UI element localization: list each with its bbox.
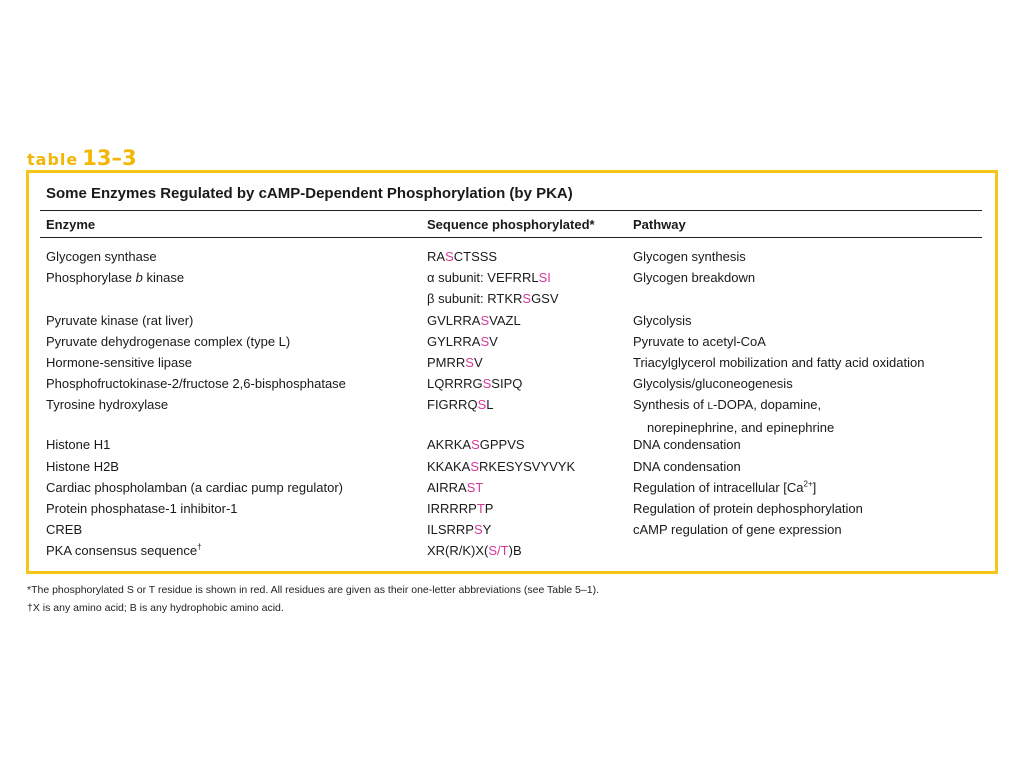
seq-post: SIPQ: [491, 376, 523, 391]
table-label-number: 13–3: [82, 146, 137, 170]
table-number-label: [27, 146, 137, 170]
enzyme-cell: CREB: [46, 522, 83, 537]
table-row: [29, 288, 995, 309]
seq-post: P: [484, 501, 494, 516]
pathway-post: -DOPA, dopamine,: [713, 397, 822, 412]
table-row: [29, 373, 995, 394]
sequence-cell: [427, 267, 551, 288]
seq-phospho-residue: S/T: [488, 543, 509, 558]
seq-pre: AKRKA: [427, 437, 472, 452]
table-caption: Some Enzymes Regulated by cAMP-Dependent Phosphorylation (by PKA): [46, 185, 573, 202]
seq-phospho-residue: S: [480, 334, 490, 349]
pathway-post: ]: [812, 480, 817, 495]
pathway-cell: DNA condensation: [633, 459, 741, 474]
pathway-cell: [633, 394, 834, 438]
sequence-cell: [427, 498, 493, 519]
enzyme-cell: Phosphofructokinase-2/fructose 2,6-bisphosphatase: [46, 376, 346, 391]
seq-phospho-residue: S: [473, 522, 483, 537]
table-row: [29, 519, 995, 540]
seq-post: GSV: [531, 291, 559, 306]
seq-post: )B: [508, 543, 522, 558]
seq-pre: IRRRRP: [427, 501, 477, 516]
header-rule: [40, 237, 982, 238]
sequence-cell: [427, 310, 521, 331]
table-row: [29, 456, 995, 477]
enzyme-post: kinase: [142, 270, 185, 285]
sequence-cell: [427, 519, 491, 540]
pathway-line2: norepinephrine, and epinephrine: [647, 420, 835, 435]
seq-pre: PMRR: [427, 355, 466, 370]
caption-rule: [40, 210, 982, 211]
pathway-cell: Triacylglycerol mobilization and fatty acid oxidation: [633, 355, 925, 370]
seq-pre: LQRRRG: [427, 376, 483, 391]
pathway-cell: [633, 477, 816, 498]
enzyme-pre: Phosphorylase: [46, 270, 136, 285]
seq-phospho-residue: S: [445, 249, 454, 264]
seq-phospho-residue: S: [470, 459, 480, 474]
enzyme-cell: Hormone-sensitive lipase: [46, 355, 192, 370]
enzyme-cell: Cardiac phospholamban (a cardiac pump regulator): [46, 480, 343, 495]
seq-post: CTSSS: [453, 249, 498, 264]
enzyme-cell: Glycogen synthase: [46, 249, 157, 264]
table-row: [29, 434, 995, 455]
seq-pre: α subunit: VEFRRL: [427, 270, 539, 285]
seq-phospho-residue: S: [522, 291, 532, 306]
sequence-cell: [427, 352, 483, 373]
enzyme-superscript: †: [197, 542, 202, 552]
seq-phospho-residue: S: [482, 376, 492, 391]
pathway-cell: Glycolysis/gluconeogenesis: [633, 376, 793, 391]
sequence-cell: [427, 540, 522, 561]
sequence-cell: [427, 394, 493, 415]
sequence-cell: [427, 373, 522, 394]
seq-phospho-residue: S: [471, 437, 480, 452]
seq-pre: ILSRRP: [427, 522, 474, 537]
table-row: [29, 477, 995, 498]
header-pathway: Pathway: [633, 217, 686, 232]
seq-pre: GYLRRA: [427, 334, 481, 349]
enzyme-cell: [46, 540, 202, 561]
enzyme-italic: b: [135, 270, 143, 285]
pathway-smallcap: L: [707, 401, 713, 412]
seq-phospho-residue: T: [476, 501, 485, 516]
sequence-cell: [427, 288, 559, 309]
sequence-cell: [427, 434, 525, 455]
enzyme-cell: Protein phosphatase-1 inhibitor-1: [46, 501, 238, 516]
seq-pre: KKAKA: [427, 459, 471, 474]
table-row: [29, 352, 995, 373]
pathway-pre: Regulation of intracellular [Ca: [633, 480, 804, 495]
table-row: [29, 394, 995, 436]
seq-post: Y: [482, 522, 492, 537]
table-row: [29, 540, 995, 561]
enzyme-cell: Histone H1: [46, 437, 111, 452]
enzyme-cell: Pyruvate kinase (rat liver): [46, 313, 194, 328]
table-row: [29, 331, 995, 352]
pathway-cell: cAMP regulation of gene expression: [633, 522, 842, 537]
pathway-cell: Pyruvate to acetyl-CoA: [633, 334, 766, 349]
seq-post: VAZL: [489, 313, 521, 328]
seq-post: RKESYSVYVYK: [479, 459, 576, 474]
header-sequence: Sequence phosphorylated*: [427, 217, 595, 232]
seq-pre: GVLRRA: [427, 313, 481, 328]
table-frame: [26, 170, 998, 574]
seq-phospho-residue: SI: [538, 270, 551, 285]
pathway-superscript: 2+: [803, 479, 813, 489]
enzyme-cell: [46, 267, 184, 288]
seq-pre: β subunit: RTKR: [427, 291, 523, 306]
seq-pre: RA: [427, 249, 446, 264]
sequence-cell: [427, 477, 483, 498]
table-row: [29, 498, 995, 519]
enzyme-cell: Pyruvate dehydrogenase complex (type L): [46, 334, 291, 349]
sequence-cell: [427, 456, 575, 477]
table-row: [29, 310, 995, 331]
table-row: [29, 246, 995, 267]
seq-post: V: [489, 334, 498, 349]
pathway-pre: Synthesis of: [633, 397, 708, 412]
pathway-cell: DNA condensation: [633, 437, 741, 452]
enzyme-cell: Histone H2B: [46, 459, 119, 474]
seq-phospho-residue: S: [480, 313, 490, 328]
enzyme-pre: PKA consensus sequence: [46, 543, 198, 558]
sequence-cell: [427, 331, 498, 352]
seq-pre: FIGRRQ: [427, 397, 478, 412]
table-row: [29, 267, 995, 288]
pathway-cell: Glycogen breakdown: [633, 270, 756, 285]
header-enzyme: Enzyme: [46, 217, 96, 232]
seq-pre: AIRRA: [427, 480, 467, 495]
seq-post: GPPVS: [479, 437, 525, 452]
table-label-word: table: [27, 150, 79, 169]
footnote-dagger: †X is any amino acid; B is any hydrophobic amino acid.: [27, 602, 284, 614]
seq-post: L: [486, 397, 494, 412]
seq-phospho-residue: S: [477, 397, 487, 412]
pathway-cell: Glycolysis: [633, 313, 692, 328]
seq-phospho-residue: S: [465, 355, 474, 370]
pathway-cell: Regulation of protein dephosphorylation: [633, 501, 863, 516]
pathway-cell: Glycogen synthesis: [633, 249, 746, 264]
footnote-asterisk: *The phosphorylated S or T residue is shown in red. All residues are given as their one-letter abbreviations (see Table 5–1).: [27, 584, 599, 596]
seq-pre: XR(R/K)X(: [427, 543, 489, 558]
seq-phospho-residue: ST: [466, 480, 484, 495]
sequence-cell: [427, 246, 497, 267]
enzyme-cell: Tyrosine hydroxylase: [46, 397, 169, 412]
seq-post: V: [473, 355, 483, 370]
